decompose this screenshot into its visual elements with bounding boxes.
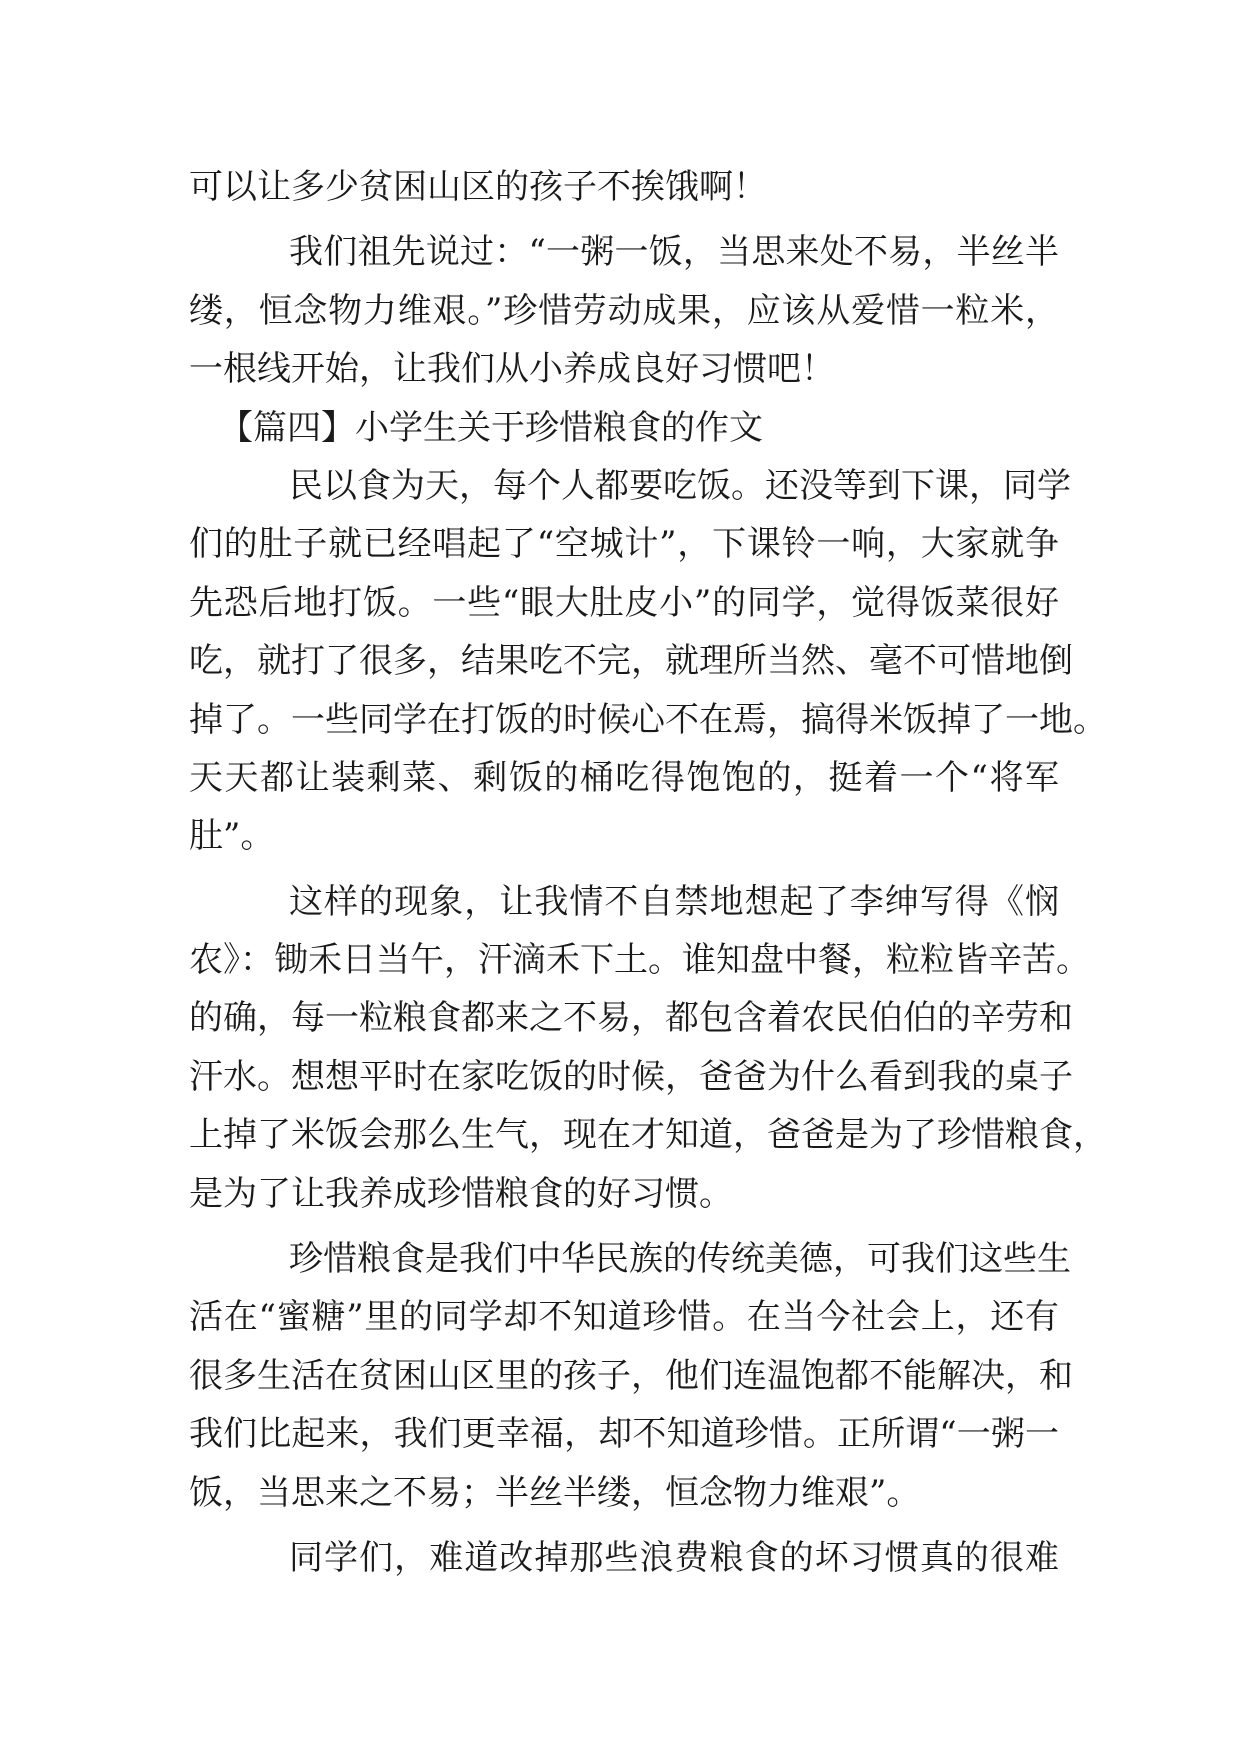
- text-line: 吃，就打了很多，结果吃不完，就理所当然、毫不可惜地倒: [189, 641, 1073, 682]
- text-line: 农》：锄禾日当午，汗滴禾下土。谁知盘中餐，粒粒皆辛苦。: [189, 940, 1090, 981]
- text-line: 天天都让装剩菜、剩饭的桶吃得饱饱的，挺着一个“将军: [189, 757, 1059, 798]
- paragraph-gap: [189, 866, 1059, 873]
- text-line: 缕，恒念物力维艰。”珍惜劳动成果，应该从爱惜一粒米，: [189, 290, 1059, 331]
- text-line: 一根线开始，让我们从小养成良好习惯吧！: [189, 349, 835, 390]
- text-line: 我们比起来，我们更幸福，却不知道珍惜。正所谓“一粥一: [189, 1414, 1059, 1455]
- text-line: 汗水。想想平时在家吃饭的时候，爸爸为什么看到我的桌子: [189, 1056, 1073, 1097]
- text-line: 先恐后地打饭。一些“眼大肚皮小”的同学，觉得饭菜很好: [189, 582, 1059, 623]
- text-line: 很多生活在贫困山区里的孩子，他们连温饱都不能解决，和: [189, 1355, 1073, 1396]
- essay-body: [189, 158, 1107, 1587]
- text-line: 是为了让我养成珍惜粮食的好习惯。: [189, 1173, 733, 1214]
- text-line: 肚”。: [189, 816, 275, 857]
- text-line: 这样的现象，让我情不自禁地想起了李绅写得《悯: [289, 881, 1059, 922]
- text-line: 掉了。一些同学在打饭的时候心不在焉，搞得米饭掉了一地。: [189, 699, 1107, 740]
- text-line: 【篇四】小学生关于珍惜粮食的作文: [219, 407, 763, 448]
- text-line: 饭，当思来之不易；半丝半缕，恒念物力维艰”。: [189, 1472, 921, 1513]
- text-line: 上掉了米饭会那么生气，现在才知道，爸爸是为了珍惜粮食，: [189, 1115, 1107, 1156]
- text-line: 们的肚子就已经唱起了“空城计”，下课铃一响，大家就争: [189, 524, 1059, 565]
- text-line: 同学们，难道改掉那些浪费粮食的坏习惯真的很难: [289, 1537, 1059, 1578]
- text-line: 活在“蜜糖”里的同学却不知道珍惜。在当今社会上，还有: [189, 1297, 1059, 1338]
- paragraph-gap: [189, 216, 1059, 223]
- text-line: 可以让多少贫困山区的孩子不挨饿啊！: [189, 167, 767, 207]
- paragraph: [189, 1230, 1073, 1522]
- text-line: 民以食为天，每个人都要吃饭。还没等到下课，同学: [289, 465, 1071, 506]
- text-line: 我们祖先说过：“一粥一饭，当思来处不易，半丝半: [289, 232, 1059, 273]
- paragraph: [189, 1529, 1059, 1587]
- text-line: 的确，每一粒粮食都来之不易，都包含着农民伯伯的辛劳和: [189, 998, 1073, 1039]
- paragraph: [189, 873, 1107, 1223]
- section-heading: [189, 399, 1059, 457]
- paragraph-gap: [189, 1522, 1059, 1529]
- text-line: 珍惜粮食是我们中华民族的传统美德，可我们这些生: [289, 1239, 1071, 1280]
- paragraph: [189, 457, 1107, 866]
- paragraph: [189, 158, 1059, 216]
- paragraph-gap: [189, 1223, 1059, 1230]
- paragraph: [189, 223, 1059, 398]
